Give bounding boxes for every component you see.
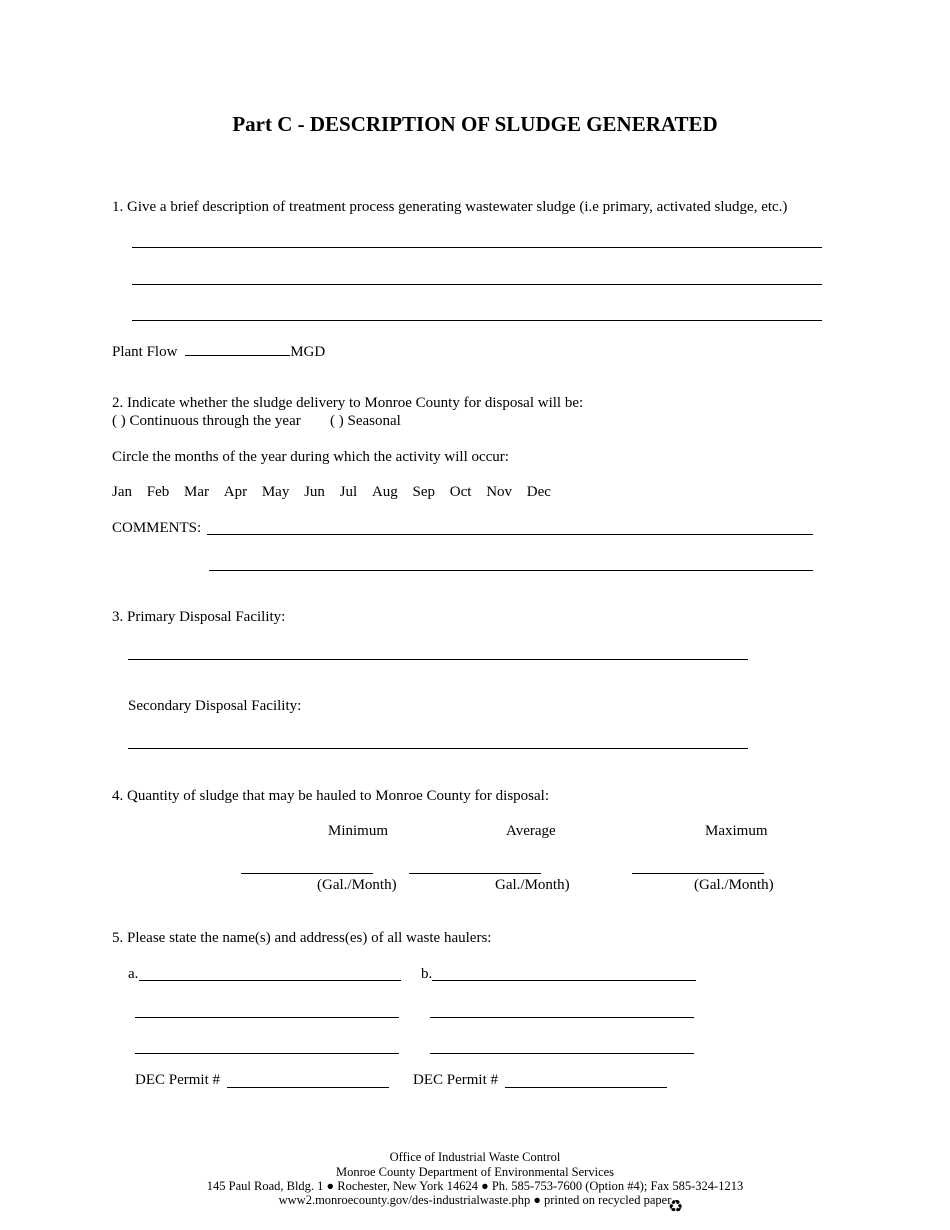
question-2-text: 2. Indicate whether the sludge delivery to Monroe County for disposal will be: [112,395,584,411]
dec-permit-a-label: DEC Permit # [135,1072,220,1088]
month-jun[interactable]: Jun [304,484,325,500]
secondary-facility-line[interactable] [128,748,748,749]
hauler-a-line-1[interactable] [139,980,401,981]
month-apr[interactable]: Apr [223,484,248,500]
maximum-unit: (Gal./Month) [694,877,774,893]
month-may[interactable]: May [261,484,290,500]
option-seasonal[interactable]: ( ) Seasonal [330,413,401,429]
plant-flow-unit: MGD [290,344,326,360]
recycle-icon: ♻ [668,1197,684,1216]
plant-flow-row [112,341,325,361]
minimum-field[interactable] [241,873,373,874]
average-label: Average [506,823,556,839]
month-mar[interactable]: Mar [184,484,209,500]
hauler-b-line-1[interactable] [432,980,696,981]
plant-flow-label: Plant Flow [112,344,178,360]
maximum-field[interactable] [632,873,764,874]
hauler-a-label: a. [128,966,139,982]
month-jul[interactable]: Jul [339,484,358,500]
comments-line-1[interactable] [207,534,813,535]
months-row [112,484,562,501]
circle-months-text: Circle the months of the year during which the activity will occur: [112,449,509,465]
option-continuous[interactable]: ( ) Continuous through the year [112,413,301,429]
average-unit: Gal./Month) [495,877,570,893]
comments-line-2[interactable] [209,570,813,571]
primary-facility-label: 3. Primary Disposal Facility: [112,609,286,625]
description-line-2[interactable] [132,284,822,285]
month-aug[interactable]: Aug [371,484,398,500]
dec-permit-b-label: DEC Permit # [413,1072,498,1088]
footer-address: 145 Paul Road, Bldg. 1 ● Rochester, New York 14624 ● Ph. 585-753-7600 (Option #4); Fax 585-324-1213 [206,1179,744,1193]
dec-permit-b-field[interactable] [505,1087,667,1088]
month-nov[interactable]: Nov [486,484,513,500]
plant-flow-field[interactable] [185,341,290,356]
comments-label: COMMENTS: [112,520,202,536]
footer-department: Monroe County Department of Environmental Services [335,1165,615,1179]
month-jan[interactable]: Jan [112,484,132,500]
dec-permit-a-field[interactable] [227,1087,389,1088]
month-feb[interactable]: Feb [146,484,170,500]
hauler-b-line-3[interactable] [430,1053,694,1054]
description-line-3[interactable] [132,320,822,321]
primary-facility-line[interactable] [128,659,748,660]
average-field[interactable] [409,873,541,874]
minimum-unit: (Gal./Month) [317,877,397,893]
month-sep[interactable]: Sep [412,484,436,500]
question-1-text: 1. Give a brief description of treatment process generating wastewater sludge (i.e primary, activated sludge, etc.) [112,199,788,215]
secondary-facility-label: Secondary Disposal Facility: [128,698,302,714]
hauler-b-line-2[interactable] [430,1017,694,1018]
question-4-text: 4. Quantity of sludge that may be hauled to Monroe County for disposal: [112,788,550,804]
month-oct[interactable]: Oct [449,484,472,500]
hauler-a-line-2[interactable] [135,1017,399,1018]
footer-website: www2.monroecounty.gov/des-industrialwaste.php ● printed on recycled paper [278,1193,672,1207]
description-line-1[interactable] [132,247,822,248]
hauler-b-label: b. [421,966,433,982]
minimum-label: Minimum [328,823,389,839]
maximum-label: Maximum [705,823,768,839]
month-dec[interactable]: Dec [526,484,551,500]
hauler-a-line-3[interactable] [135,1053,399,1054]
question-5-text: 5. Please state the name(s) and address(es) of all waste haulers: [112,930,492,946]
page-title: Part C - DESCRIPTION OF SLUDGE GENERATED [232,112,718,136]
footer-office: Office of Industrial Waste Control [389,1150,561,1164]
